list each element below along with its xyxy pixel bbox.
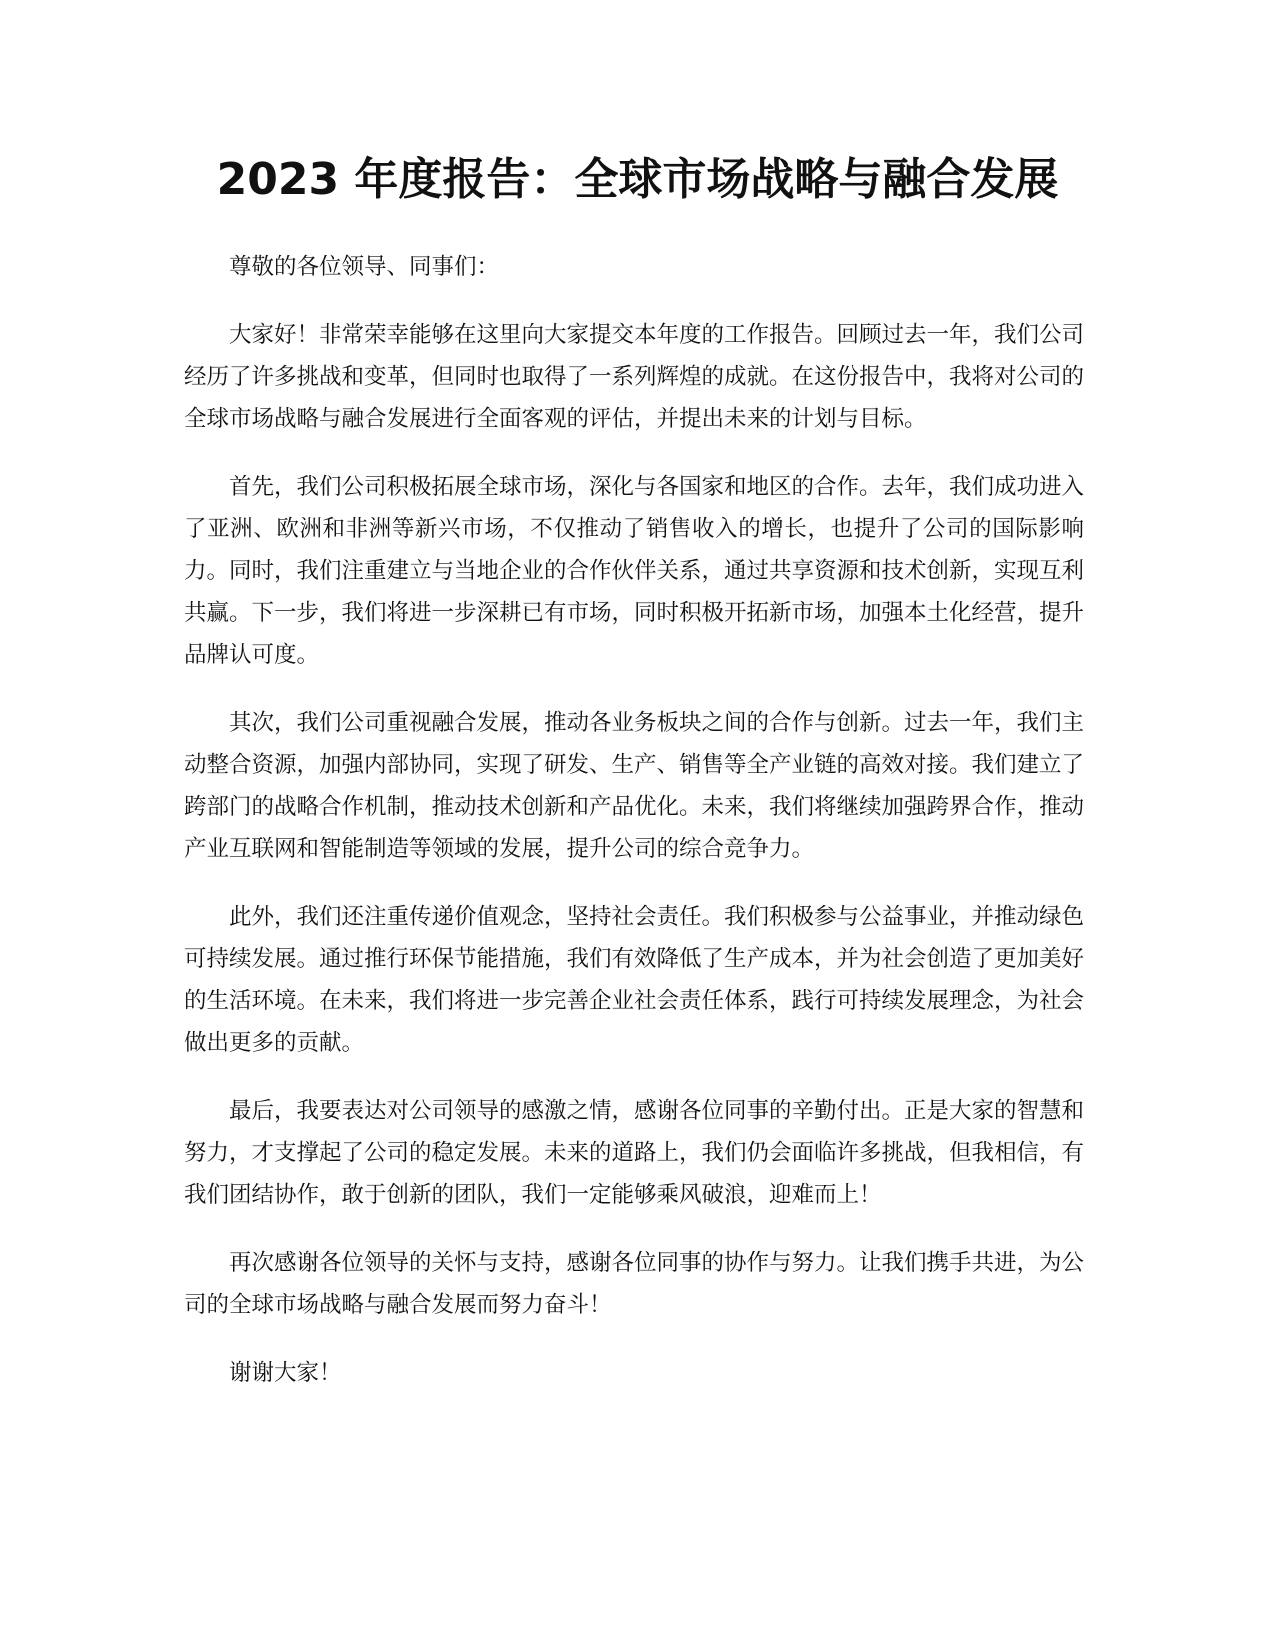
sign-off: 谢谢大家！ [229, 1360, 342, 1386]
paragraph-integration: 其次，我们公司重视融合发展，推动各业务板块之间的合作与创新。过去一年，我们主动整合资源，加强内部协同，实现了研发、生产、销售等全产业链的高效对接。我们建立了跨部门的战略合作机制，推动技术创新和产品优化。未来，我们将继续加强跨界合作，推动产业互联网和智能制造等领域的发展，提升公司的综合竞争力。 [184, 710, 1085, 862]
paragraph-social-responsibility: 此外，我们还注重传递价值观念，坚持社会责任。我们积极参与公益事业，并推动绿色可持续发展。通过推行环保节能措施，我们有效降低了生产成本，并为社会创造了更加美好的生活环境。在未来，我们将进一步完善企业社会责任体系，践行可持续发展理念，为社会做出更多的贡献。 [184, 904, 1085, 1056]
document-title: 2023 年度报告：全球市场战略与融合发展 [216, 154, 1059, 205]
document-body [184, 246, 1084, 1420]
salutation: 尊敬的各位领导、同事们： [229, 254, 500, 280]
paragraph-closing: 再次感谢各位领导的关怀与支持，感谢各位同事的协作与努力。让我们携手共进，为公司的全球市场战略与融合发展而努力奋斗！ [184, 1250, 1085, 1318]
paragraph-gratitude: 最后，我要表达对公司领导的感激之情，感谢各位同事的辛勤付出。正是大家的智慧和努力，才支撑起了公司的稳定发展。未来的道路上，我们仍会面临许多挑战，但我相信，有我们团结协作，敢于创新的团队，我们一定能够乘风破浪，迎难而上！ [184, 1098, 1085, 1208]
paragraph-intro: 大家好！非常荣幸能够在这里向大家提交本年度的工作报告。回顾过去一年，我们公司经历了许多挑战和变革，但同时也取得了一系列辉煌的成就。在这份报告中，我将对公司的全球市场战略与融合发展进行全面客观的评估，并提出未来的计划与目标。 [184, 322, 1085, 432]
paragraph-global-market: 首先，我们公司积极拓展全球市场，深化与各国家和地区的合作。去年，我们成功进入了亚洲、欧洲和非洲等新兴市场，不仅推动了销售收入的增长，也提升了公司的国际影响力。同时，我们注重建立与当地企业的合作伙伴关系，通过共享资源和技术创新，实现互利共赢。下一步，我们将进一步深耕已有市场，同时积极开拓新市场，加强本土化经营，提升品牌认可度。 [184, 474, 1085, 668]
